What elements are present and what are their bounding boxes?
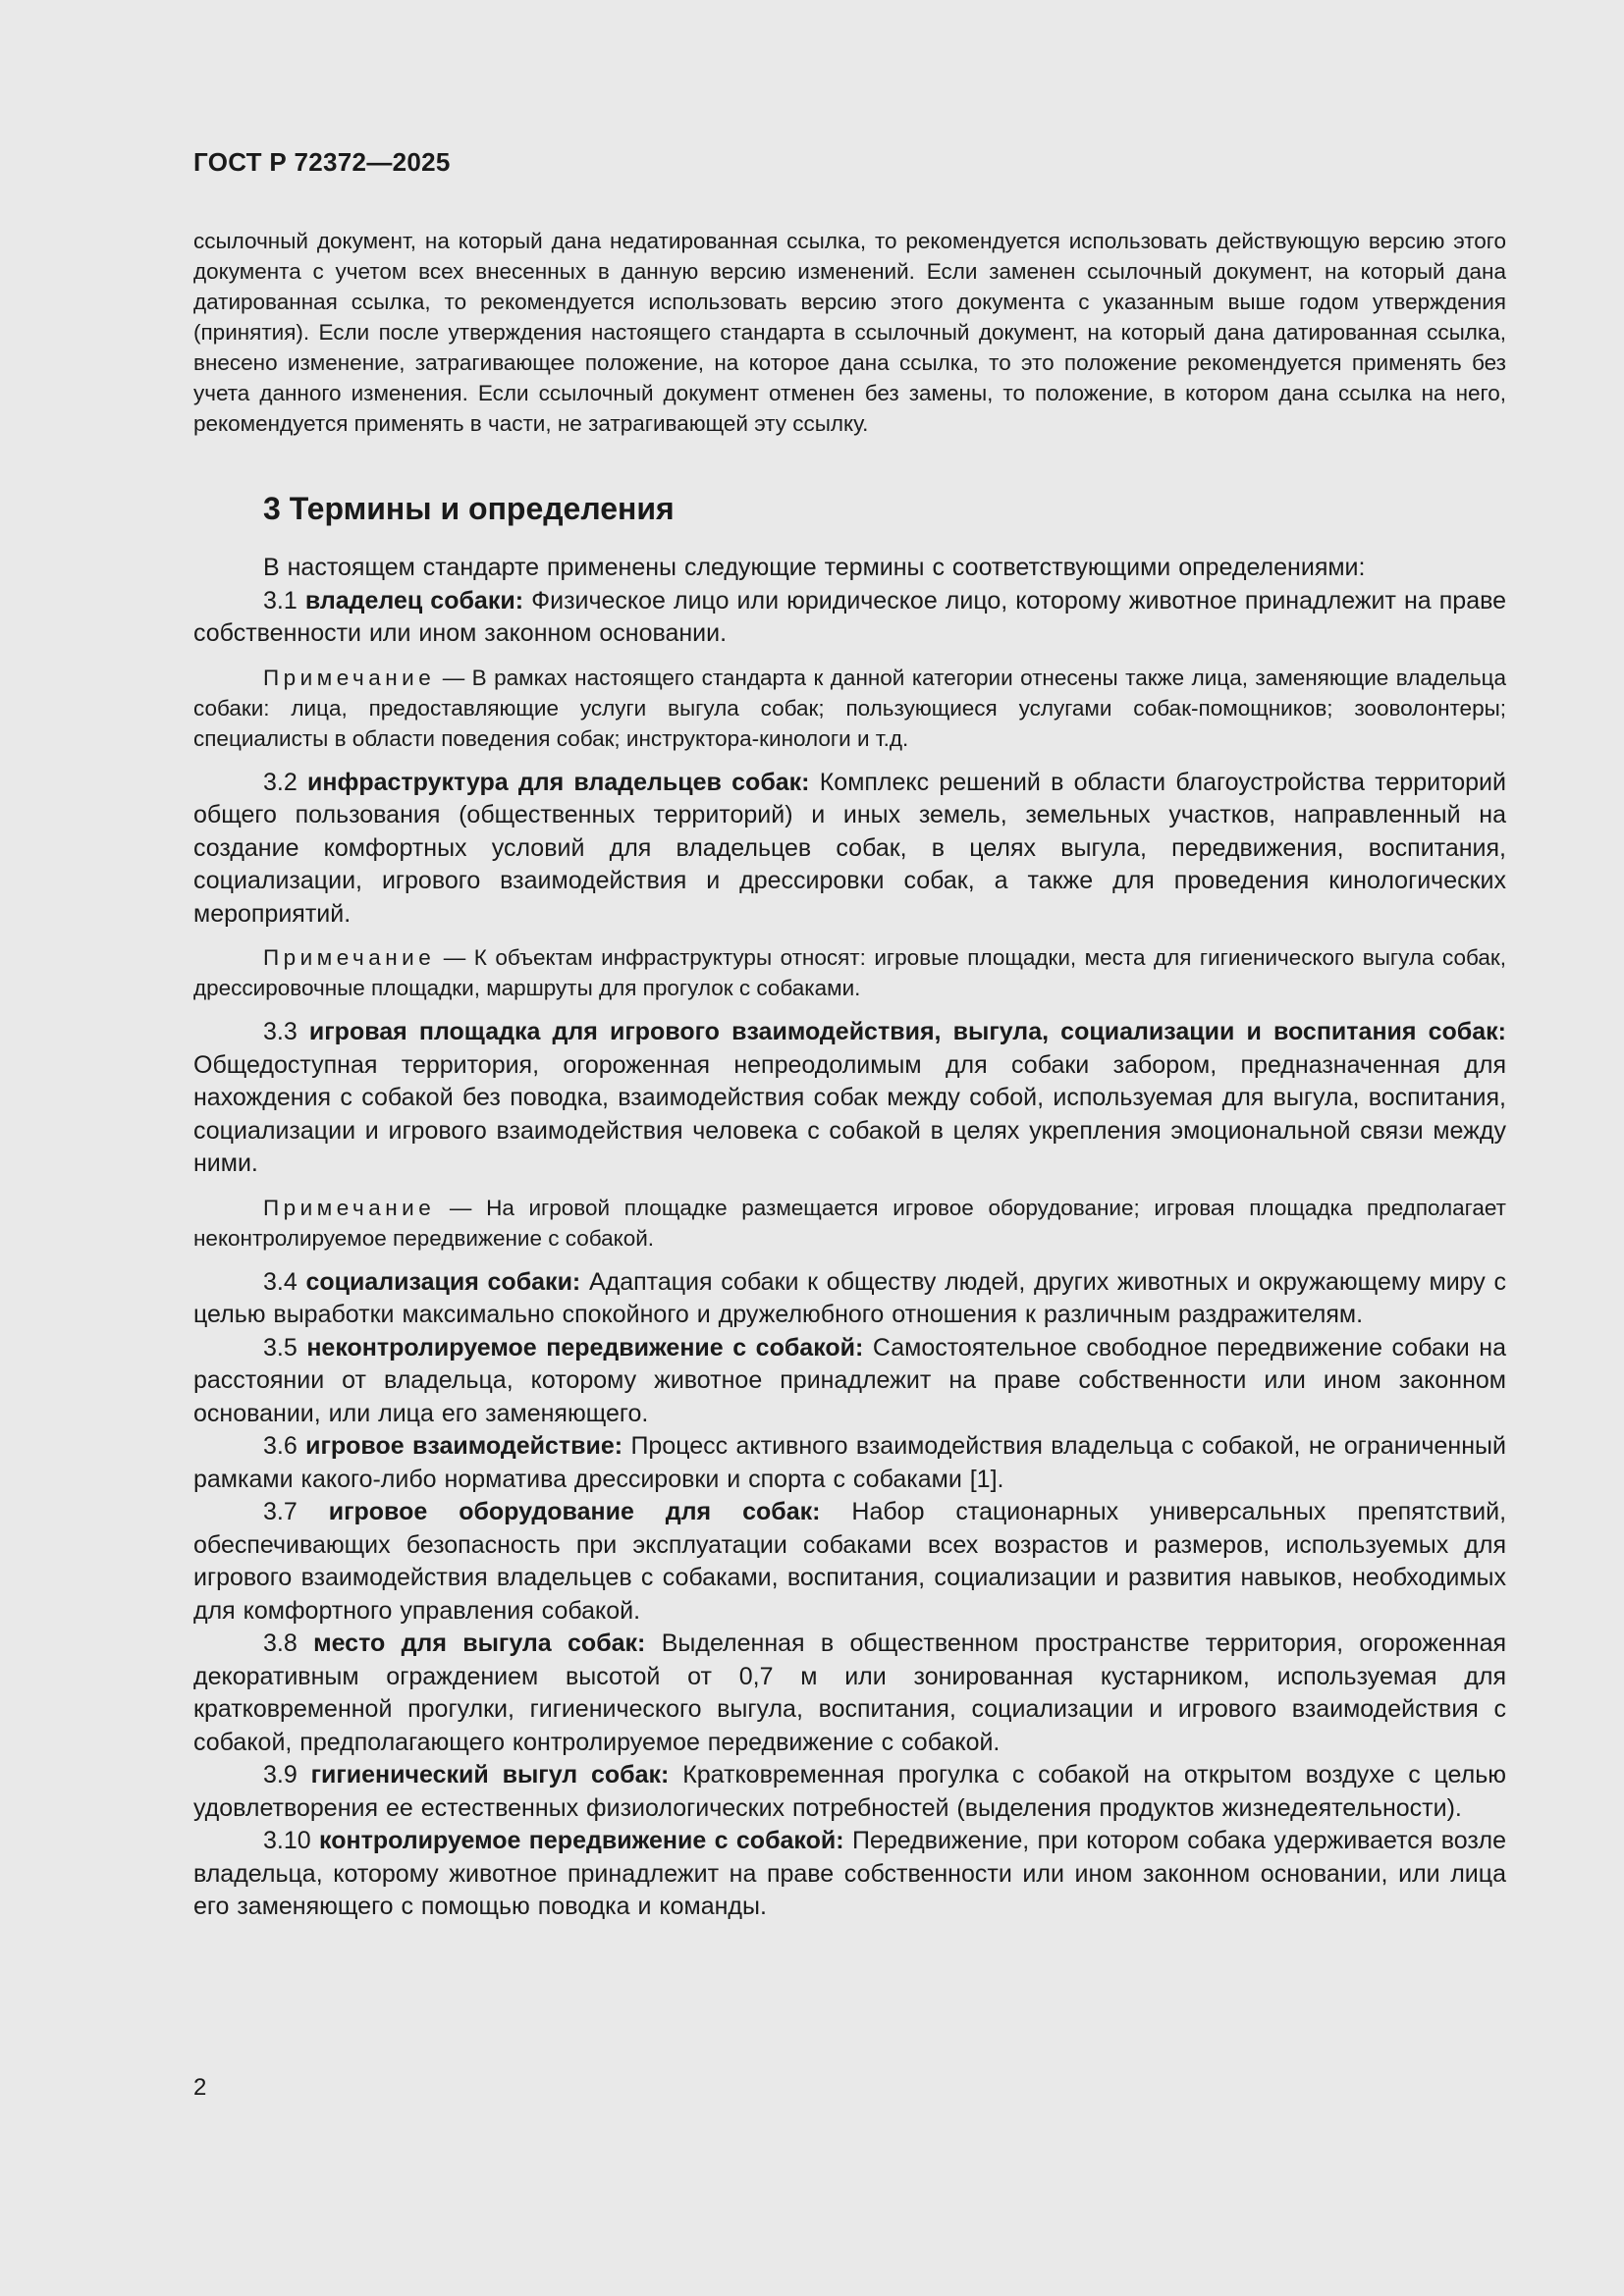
term-note (193, 663, 1506, 754)
term-note (193, 942, 1506, 1003)
term-entry (193, 1266, 1506, 1332)
term-entry (193, 585, 1506, 651)
term-definition: Общедоступная территория, огороженная непреодолимым для собаки забором, предназначенная для нахождения с собакой без поводка, взаимодействия собак между собой, используемая для выгула, воспитания, социализации и игрового взаимодействия человека с собакой в целях укрепления эмоциональной связи между ними. (193, 1050, 1506, 1177)
term-number: 3.9 (263, 1761, 298, 1789)
term-name: игровое оборудование для собак: (328, 1498, 821, 1525)
term-number: 3.6 (263, 1432, 298, 1460)
term-entry (193, 1496, 1506, 1628)
section-heading: 3 Термины и определения (263, 491, 675, 526)
term-number: 3.10 (263, 1827, 311, 1854)
term-name: игровое взаимодействие: (305, 1432, 623, 1460)
section-content (193, 552, 1506, 1924)
note-text: — К объектам инфраструктуры относят: игровые площадки, места для гигиенического выгула собак, дрессировочные площадки, маршруты для прогулок с собаками. (193, 945, 1506, 1000)
term-number: 3.2 (263, 768, 298, 796)
term-entry (193, 1332, 1506, 1431)
section-lead: В настоящем стандарте применены следующие термины с соответствующими определениями: (263, 554, 1366, 581)
term-name: игровая площадка для игрового взаимодействия, выгула, социализации и воспитания собак: (308, 1018, 1506, 1045)
term-definition: Процесс активного взаимодействия владельца с собакой, не ограниченный рамками какого-либо норматива дрессировки и спорта с собаками [1]. (193, 1432, 1506, 1493)
page-number: 2 (193, 2074, 207, 2101)
term-entry (193, 1628, 1506, 1759)
note-label: Примечание (263, 945, 436, 970)
note-text: — В рамках настоящего стандарта к данной категории отнесены также лица, заменяющие владельца собаки: лица, предоставляющие услуги выгула собак; пользующиеся услугами собак-помощников; зооволонтеры; специалисты в области поведения собак; инструктора-кинологи и т.д. (193, 665, 1506, 751)
term-name: владелец собаки: (304, 586, 524, 614)
document-code-header: ГОСТ Р 72372—2025 (193, 147, 451, 177)
term-name: гигиенический выгул собак: (310, 1761, 670, 1789)
term-entry (193, 1825, 1506, 1924)
term-name: контролируемое передвижение с собакой: (319, 1827, 844, 1854)
term-definition: Адаптация собаки к обществу людей, других животных и окружающему миру с целью выработки максимально спокойного и дружелюбного отношения к различным раздражителям. (193, 1267, 1506, 1328)
term-name: социализация собаки: (305, 1267, 581, 1296)
term-name: неконтролируемое передвижение с собакой: (306, 1333, 864, 1362)
term-name: место для выгула собак: (313, 1629, 646, 1657)
term-number: 3.3 (263, 1018, 298, 1045)
note-text: — На игровой площадке размещается игровое оборудование; игровая площадка предполагает неконтролируемое передвижение с собакой. (193, 1195, 1506, 1251)
term-definition: Кратковременная прогулка с собакой на открытом воздухе с целью удовлетворения ее естественных физиологических потребностей (выделения продуктов жизнедеятельности). (193, 1761, 1506, 1822)
term-number: 3.1 (263, 586, 298, 614)
term-definition: Выделенная в общественном пространстве территория, огороженная декоративным ограждением высотой от 0,7 м или зонированная кустарником, используемая для кратковременной прогулки, гигиенического выгула, воспитания, социализации и игрового взаимодействия с собакой, предполагающего контролируемое передвижение с собакой. (193, 1629, 1507, 1756)
term-definition: Комплекс решений в области благоустройства территорий общего пользования (общественных территорий) и иных земель, земельных участков, направленный на создание комфортных условий для владельцев собак, в целях выгула, передвижения, воспитания, социализации, игрового взаимодействия и дрессировки собак, а также для проведения кинологических мероприятий. (193, 768, 1506, 928)
term-number: 3.7 (263, 1498, 298, 1525)
term-name: инфраструктура для владельцев собак: (307, 768, 810, 796)
term-entry (193, 767, 1506, 932)
intro-paragraph: ссылочный документ, на который дана недатированная ссылка, то рекомендуется использовать действующую версию этого документа с учетом всех внесенных в данную версию изменений. Если заменен ссылочный документ, на который дана датированная ссылка, то рекомендуется использовать версию этого документа с указанным выше годом утверждения (принятия). Если после утверждения настоящего стандарта в ссылочный документ, на который дана датированная ссылка, внесено изменение, затрагивающее положение, на которое дана ссылка, то это положение рекомендуется применять без учета данного изменения. Если ссылочный документ отменен без замены, то положение, в котором дана ссылка на него, рекомендуется применять в части, не затрагивающей эту ссылку. (193, 229, 1506, 436)
note-label: Примечание (263, 665, 436, 690)
term-entry (193, 1016, 1506, 1181)
term-entry (193, 1759, 1506, 1825)
term-definition: Самостоятельное свободное передвижение собаки на расстоянии от владельца, которому животное принадлежит на праве собственности или ином законном основании, или лица его заменяющего. (193, 1333, 1506, 1427)
note-label: Примечание (263, 1195, 436, 1220)
term-number: 3.4 (263, 1267, 298, 1296)
term-definition: Физическое лицо или юридическое лицо, которому животное принадлежит на праве собственности или ином законном основании. (193, 586, 1507, 647)
term-definition: Набор стационарных универсальных препятствий, обеспечивающих безопасность при эксплуатации собаками всех возрастов и размеров, используемых для игрового взаимодействия владельцев с собаками, воспитания, социализации и развития навыков, необходимых для комфортного управления собакой. (193, 1498, 1507, 1625)
term-number: 3.5 (263, 1333, 298, 1362)
term-number: 3.8 (263, 1629, 298, 1657)
term-definition: Передвижение, при котором собака удерживается возле владельца, которому животное принадлежит на праве собственности или ином законном основании, или лица его заменяющего с помощью поводка и команды. (193, 1827, 1507, 1920)
term-note (193, 1193, 1506, 1254)
term-entry (193, 1430, 1506, 1496)
